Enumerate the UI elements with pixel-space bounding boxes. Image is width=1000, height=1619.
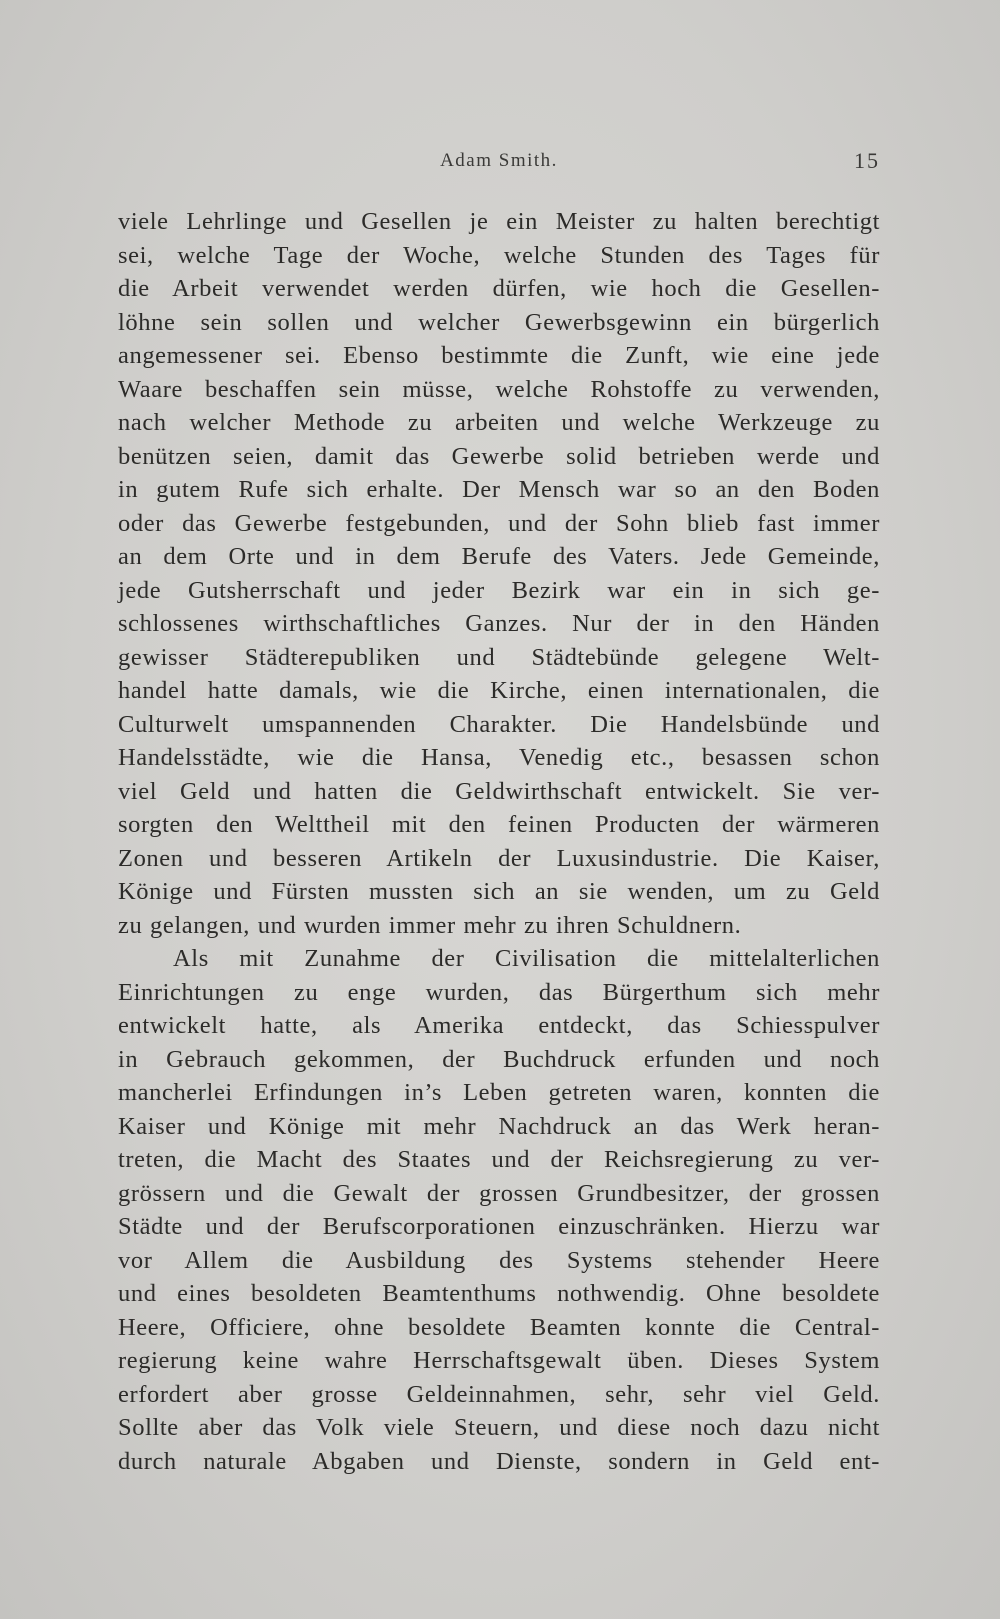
text-line: regierung keine wahre Herrschaftsgewalt üben. Dieses System [118,1347,880,1374]
text-line: die Arbeit verwendet werden dürfen, wie hoch die Gesellen- [118,275,880,302]
text-line: schlossenes wirthschaftliches Ganzes. Nur der in den Händen [118,610,880,637]
text-line: benützen seien, damit das Gewerbe solid betrieben werde und [118,442,880,470]
running-head: Adam Smith. [440,150,558,171]
text-line: und eines besoldeten Beamtenthums nothwendig. Ohne besoldete [118,1280,880,1307]
text-line: handel hatte damals, wie die Kirche, einen internationalen, die [118,677,880,704]
text-line: Handelsstädte, wie die Hansa, Venedig etc., besassen schon [118,744,880,771]
text-line: entwickelt hatte, als Amerika entdeckt, das Schiesspulver [118,1012,880,1039]
text-line: viel Geld und hatten die Geldwirthschaft entwickelt. Sie ver- [118,777,880,805]
text-line: Einrichtungen zu enge wurden, das Bürgerthum sich mehr [118,978,880,1006]
text-line: sei, welche Tage der Woche, welche Stunden des Tages für [118,241,880,269]
text-line: in gutem Rufe sich erhalte. Der Mensch war so an den Boden [118,476,880,503]
text-line: Culturwelt umspannenden Charakter. Die Handelsbünde und [118,710,880,738]
text-line: gewisser Städterepubliken und Städtebünde gelegene Welt- [118,643,880,671]
text-line: Waare beschaffen sein müsse, welche Rohstoffe zu verwenden, [118,375,880,403]
body-text [118,205,880,1478]
text-line: jede Gutsherrschaft und jeder Bezirk war ein in sich ge- [118,576,880,604]
text-line: durch naturale Abgaben und Dienste, sondern in Geld ent- [118,1447,880,1475]
text-line: grössern und die Gewalt der grossen Grundbesitzer, der grossen [118,1179,880,1207]
text-line: vor Allem die Ausbildung des Systems stehender Heere [118,1246,880,1274]
text-line: erfordert aber grosse Geldeinnahmen, sehr, sehr viel Geld. [118,1380,880,1408]
paragraph-start-line: Als mit Zunahme der Civilisation die mittelalterlichen [173,945,880,972]
text-line: Städte und der Berufscorporationen einzuschränken. Hierzu war [118,1213,880,1240]
page-number: 15 [854,148,880,173]
text-line: viele Lehrlinge und Gesellen je ein Meister zu halten berechtigt [118,208,880,235]
text-line: Kaiser und Könige mit mehr Nachdruck an das Werk heran- [118,1112,880,1140]
text-line: mancherlei Erfindungen in’s Leben getreten waren, konnten die [118,1079,880,1106]
text-line: oder das Gewerbe festgebunden, und der Sohn blieb fast immer [118,509,880,537]
text-line: angemessener sei. Ebenso bestimmte die Zunft, wie eine jede [118,342,880,369]
text-line: sorgten den Welttheil mit den feinen Producten der wärmeren [118,811,880,838]
paragraph-end-line: zu gelangen, und wurden immer mehr zu ihren Schuldnern. [118,911,742,939]
page-header [118,150,880,180]
text-line: in Gebrauch gekommen, der Buchdruck erfunden und noch [118,1045,880,1073]
text-line: nach welcher Methode zu arbeiten und welche Werkzeuge zu [118,409,880,436]
text-line: an dem Orte und in dem Berufe des Vaters. Jede Gemeinde, [118,543,880,570]
text-line: treten, die Macht des Staates und der Reichsregierung zu ver- [118,1146,880,1173]
text-line: löhne sein sollen und welcher Gewerbsgewinn ein bürgerlich [118,308,880,336]
text-line: Heere, Officiere, ohne besoldete Beamten konnte die Central- [118,1313,880,1341]
text-line: Sollte aber das Volk viele Steuern, und diese noch dazu nicht [118,1414,880,1441]
text-line: Zonen und besseren Artikeln der Luxusindustrie. Die Kaiser, [118,844,880,872]
text-line: Könige und Fürsten mussten sich an sie wenden, um zu Geld [118,878,880,905]
